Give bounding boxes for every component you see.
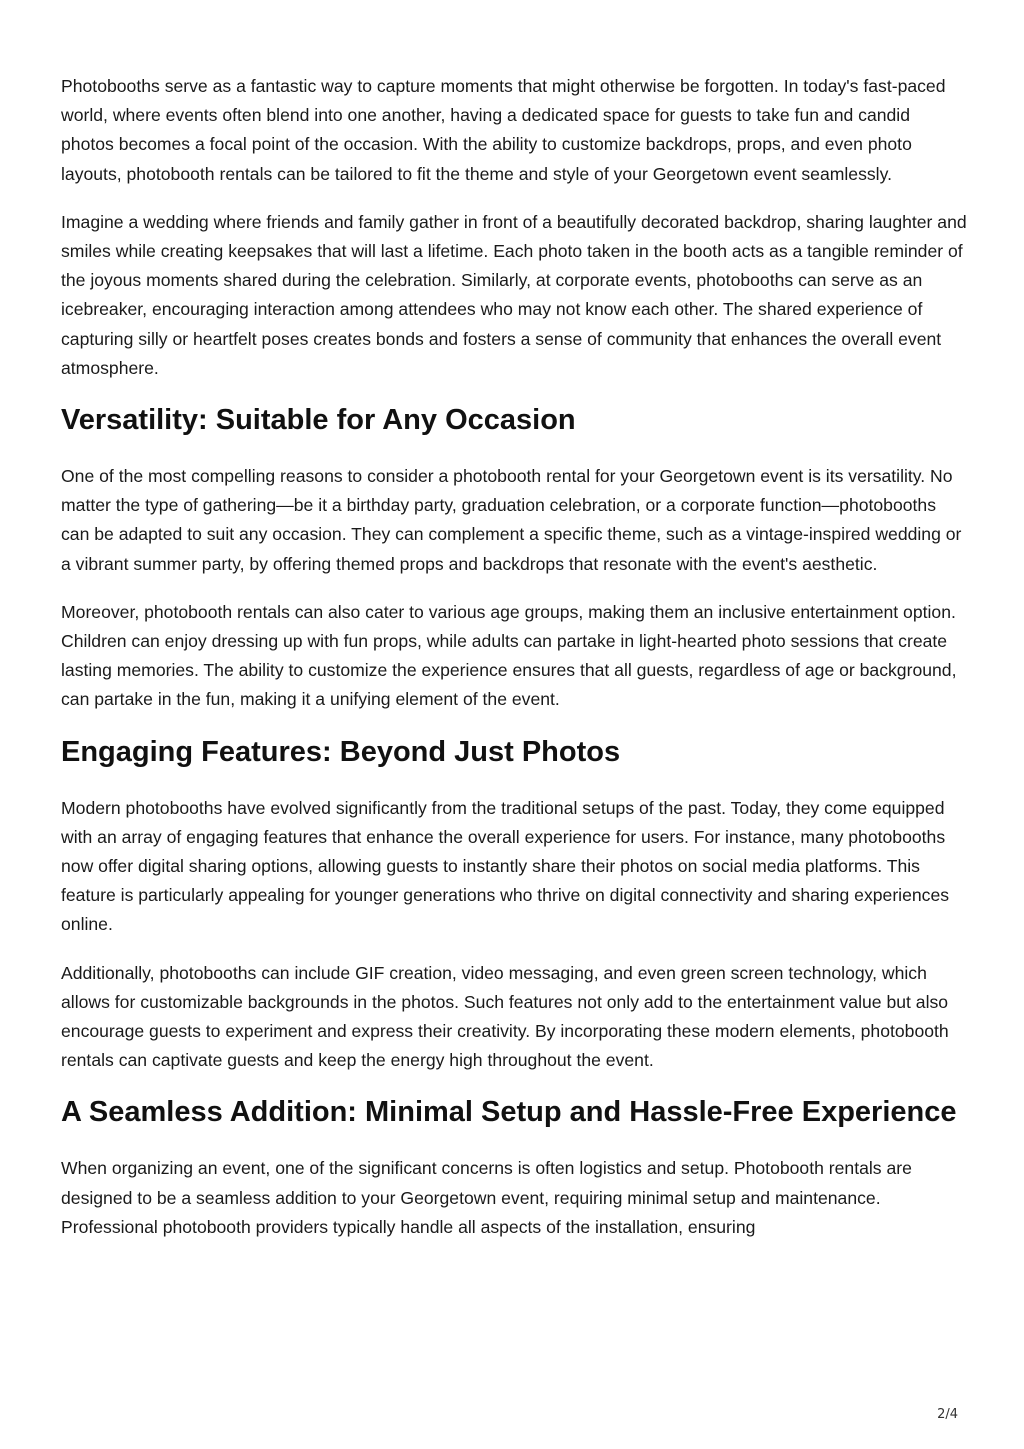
page-number: 2/4 [937,1407,958,1422]
heading-engaging-features: Engaging Features: Beyond Just Photos [61,735,621,768]
document-body [61,72,967,1261]
paragraph-versatility: One of the most compelling reasons to consider a photobooth rental for your Georgetown event is its versatility. No matter the type of gathering—be it a birthday party, graduation celebration, or a corporate function—photobooths can be adapted to suit any occasion. They can complement a specific theme, such as a vintage-inspired wedding or a vibrant summer party, by offering themed props and backdrops that resonate with the event's aesthetic. [61,466,962,574]
paragraph-intro: Photobooths serve as a fantastic way to capture moments that might otherwise be forgotten. In today's fast-paced world, where events often blend into one another, having a dedicated space for guests to take fun and candid photos becomes a focal point of the occasion. With the ability to customize backdrops, props, and even photo layouts, photobooth rentals can be tailored to fit the theme and style of your Georgetown event seamlessly. [61,76,946,184]
paragraph-wedding: Imagine a wedding where friends and family gather in front of a beautifully decorated backdrop, sharing laughter and smiles while creating keepsakes that will last a lifetime. Each photo taken in the booth acts as a tangible reminder of the joyous moments shared during the celebration. Similarly, at corporate events, photobooths can serve as an icebreaker, encouraging interaction among attendees who may not know each other. The shared experience of capturing silly or heartfelt poses creates bonds and fosters a sense of community that enhances the overall event atmosphere. [61,211,967,378]
heading-versatility: Versatility: Suitable for Any Occasion [61,404,576,437]
heading-seamless-addition: A Seamless Addition: Minimal Setup and Hassle-Free Experience [61,1096,957,1129]
paragraph-logistics: When organizing an event, one of the significant concerns is often logistics and setup. Photobooth rentals are designed to be a seamless addition to your Georgetown event, requiring minimal setup and maintenance. Professional photobooth providers typically handle all aspects of the installation, ensuring [61,1158,912,1237]
paragraph-modern-photobooths: Modern photobooths have evolved significantly from the traditional setups of the past. Today, they come equipped with an array of engaging features that enhance the overall experience for users. For instance, many photobooths now offer digital sharing options, allowing guests to instantly share their photos on social media platforms. This feature is particularly appealing for younger generations who thrive on digital connectivity and sharing experiences online. [61,797,950,935]
paragraph-gif-creation: Additionally, photobooths can include GIF creation, video messaging, and even green screen technology, which allows for customizable backgrounds in the photos. Such features not only add to the entertainment value but also encourage guests to experiment and express their creativity. By incorporating these modern elements, photobooth rentals can captivate guests and keep the energy high throughout the event. [61,962,949,1071]
paragraph-age-groups: Moreover, photobooth rentals can also cater to various age groups, making them an inclusive entertainment option. Children can enjoy dressing up with fun props, while adults can partake in light-hearted photo sessions that create lasting memories. The ability to customize the experience ensures that all guests, regardless of age or background, can partake in the fun, making it a unifying element of the event. [61,601,957,710]
